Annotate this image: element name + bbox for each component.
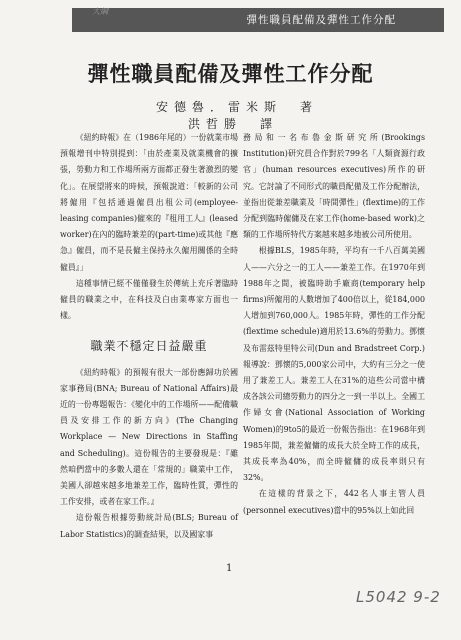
running-title: 彈性職員配備及彈性工作分配 [246,14,396,26]
archive-stamp: L5042 9-2 [356,588,441,606]
paragraph: 這份報告根據勞動統計局(BLS; Bureau of Labor Statistics)的調查結果，以及國家事 [60,513,238,539]
page-title: 彈性職員配備及彈性工作分配 [87,61,374,86]
right-column [243,130,425,519]
author-line: 安德魯．雷米斯 著 [156,100,319,114]
paragraph: 《紐約時報》在（1986年尾的）一份就業市場預報增刊中特別提到：「由於產業及就業機會的擴張，勞動力和工作場所兩方面都正發生著激烈的變化」。在展望將來的時候，預報說道：「較新的公司將僱用『包括通過僱員出租公司(employee-leasing companies)僱來的『租用工人』(leased worker)在內的臨時兼差的(part-time)或其他『應急』僱員，而不是長僱主保持永久僱用關係的全時僱員』」 [60,133,238,272]
paragraph: 在這樣的背景之下，442名人事主管人員(personnel executives)當中的95%以上如此回 [243,489,425,515]
handwritten-note: 大綱 [92,7,108,16]
paragraph: 《紐約時報》的預報有很大一部份應歸功於國家事務局(BNA; Bureau of National Affairs)最近的一份專題報告：《變化中的工作場所——配備職員及安排工作的新方向》(The Changing Workplace — New Directions in Staffing and Scheduling)。這份報告的主要發現是：『雖然咱們當中的多數人還在「常規的」職業中工作，美國人卻越來越多地兼差工作，臨時性質，彈性的工作安排，或者在家工作。』 [60,367,238,507]
paragraph: 務局和一名布魯金斯研究所(Brookings Institution)研究員合作對於799名「人類資源行政官」(human resources executives)所作的研究。它討論了不同形式的職員配備及工作分配辦法，並指出從兼差職業及「時間彈性」(flextime)的工作分配到臨時僱傭及在家工作(home-based work)之類的工作場所特代方案越來越多地被公司所使用。 [243,133,425,240]
paragraph: 根據BLS，1985年時，平均有一千八百萬美國人——六分之一的工人——兼差工作。在1970年到1988年之間，被臨時助手廠商(temporary help firms)所僱用的人數增加了400倍以上，從184,000人增加到760,000人。1985年時，彈性的工作分配(flextime schedule)適用於13.6%的勞動力。鄧懷及布雷茲特里特公司(Dun and Bradstreet Corp.)報導說：鄧懷的5,000家公司中，大約有三分之一使用了兼差工人。兼差工人在31%的這些公司當中構成各該公司總勞動力的四分之一到一半以上。全國工作婦女會(National Association of Working Women)的9to5的最近一份報告指出：在1968年到1985年間，兼差僱傭的成長大於全時工作的成長，其成長率為40%，而全時僱傭的成長率則只有32%。 [243,246,425,483]
translator-line: 洪哲勝 譯 [188,117,279,131]
paragraph: 這種事情已經不僅僅發生於傳統上充斥著臨時僱員的職業之中，在科技及白由業專家方面也一樣。 [60,278,238,321]
section-heading: 職業不穩定日益嚴重 [90,339,208,354]
left-column [60,130,238,543]
page-number: 1 [226,563,233,574]
running-header [72,8,444,32]
